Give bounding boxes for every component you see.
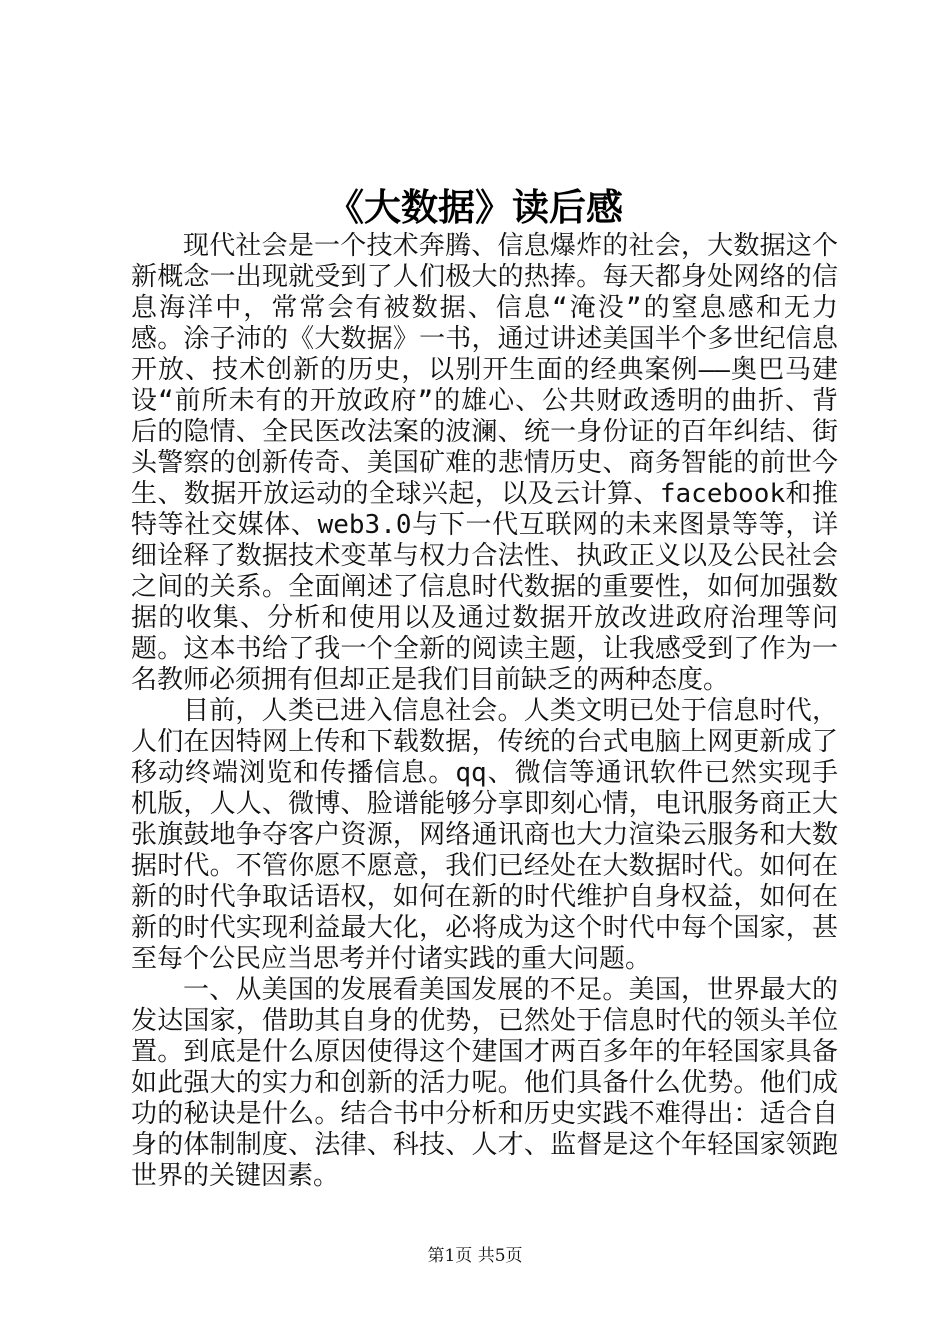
paragraph: 现代社会是一个技术奔腾、信息爆炸的社会，大数据这个新概念一出现就受到了人们极大的热捧。每天都身处网络的信息海洋中，常常会有被数据、信息“淹没”的窒息感和无力感。涂子沛的《大数据》一书，通过讲述美国半个多世纪信息开放、技术创新的历史，以别开生面的经典案例——奥巴马建设“前所未有的开放政府”的雄心、公共财政透明的曲折、背后的隐情、全民医改法案的波澜、统一身份证的百年纠结、街头警察的创新传奇、美国矿难的悲情历史、商务智能的前世今生、数据开放运动的全球兴起，以及云计算、facebook和推特等社交媒体、web3.0与下一代互联网的未来图景等等，详细诠释了数据技术变革与权力合法性、执政正义以及公民社会之间的关系。全面阐述了信息时代数据的重要性，如何加强数据的收集、分析和使用以及通过数据开放改进政府治理等问题。这本书给了我一个全新的阅读主题，让我感受到了作为一名教师必须拥有但却正是我们目前缺乏的两种态度。 <box>131 231 838 695</box>
page-total: 共5页 <box>477 1246 523 1266</box>
document-body <box>131 231 838 1192</box>
paragraph: 一、从美国的发展看美国发展的不足。美国，世界最大的发达国家，借助其自身的优势，已然处于信息时代的领头羊位置。到底是什么原因使得这个建国才两百多年的年轻国家具备如此强大的实力和创新的活力呢。他们具备什么优势。他们成功的秘诀是什么。结合书中分析和历史实践不难得出：适合自身的体制制度、法律、科技、人才、监督是这个年轻国家领跑世界的关键因素。 <box>131 975 838 1191</box>
page-footer <box>0 1244 950 1268</box>
document-title: 《大数据》读后感 <box>327 185 623 229</box>
page-number: 第1页 <box>427 1246 473 1266</box>
paragraph: 目前，人类已进入信息社会。人类文明已处于信息时代，人们在因特网上传和下载数据，传统的台式电脑上网更新成了移动终端浏览和传播信息。qq、微信等通讯软件已然实现手机版，人人、微博、脸谱能够分享即刻心情，电讯服务商正大张旗鼓地争夺客户资源，网络通讯商也大力渲染云服务和大数据时代。不管你愿不愿意，我们已经处在大数据时代。如何在新的时代争取话语权，如何在新的时代维护自身权益，如何在新的时代实现利益最大化，必将成为这个时代中每个国家，甚至每个公民应当思考并付诸实践的重大问题。 <box>131 696 838 974</box>
